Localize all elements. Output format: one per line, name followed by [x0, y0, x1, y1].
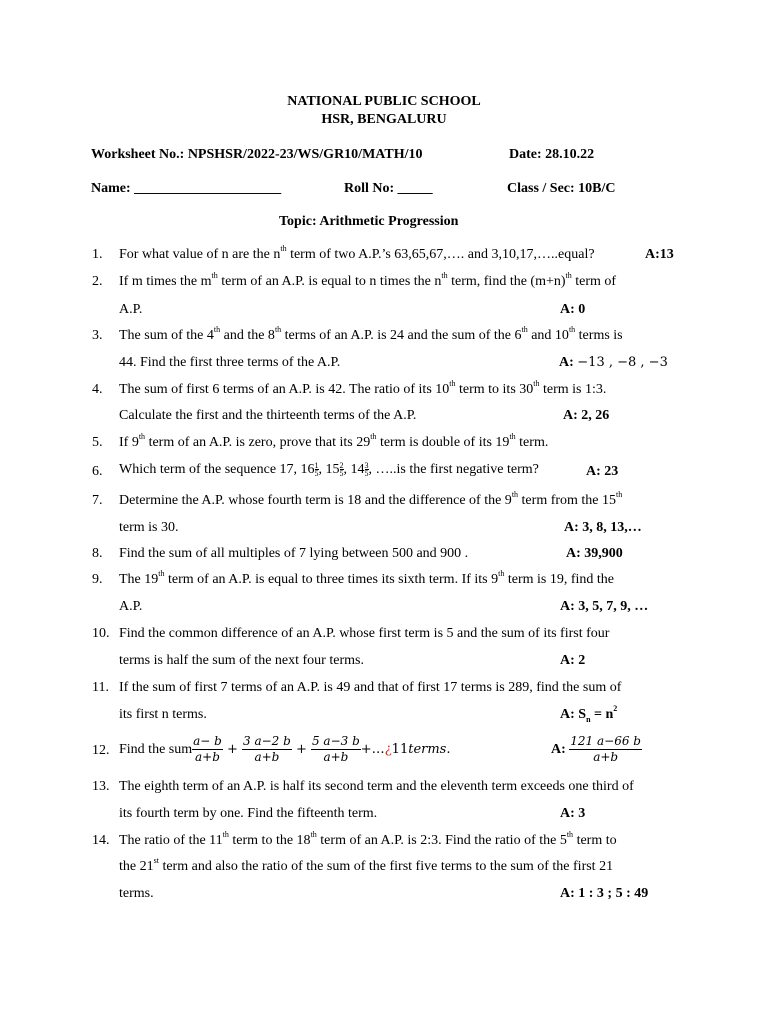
question-number: 14. — [92, 833, 110, 848]
question-number: 11. — [92, 680, 109, 695]
fraction: $\frac{5 a-3 b}{a+b}$ — [311, 734, 360, 765]
worksheet-date: Date: 28.10.22 — [509, 147, 595, 162]
question-text-line-2: its fourth term by one. Find the fifteenth term. — [119, 806, 378, 821]
fraction: $\frac{a- b}{a+b}$ — [193, 734, 222, 765]
question-number: 13. — [92, 779, 110, 794]
question-text-line-2: Calculate the first and the thirteenth terms of the A.P. — [119, 408, 417, 423]
question-number: 7. — [92, 493, 103, 508]
question-number: 12. — [92, 743, 110, 758]
school-name: NATIONAL PUBLIC SCHOOL — [287, 94, 481, 109]
class-section: Class / Sec: 10B/C — [507, 181, 616, 196]
student-name-field: Name: _____________________ — [91, 181, 282, 196]
question-text: Find the sum $\frac{a- b}{a+b}$ + $\frac{3 a-2 b}{a+b}$ + $\frac{5 a-3 b}{a+b}$ +…¿11terms. — [119, 734, 451, 765]
question-number: 2. — [92, 274, 103, 289]
question-text-line-2: A.P. — [119, 599, 143, 614]
mixed-fraction: $\frac{3}{5}$ — [364, 461, 369, 479]
question-number: 6. — [92, 464, 103, 479]
question-text: The ratio of the 11th term to the 18th term of an A.P. is 2:3. Find the ratio of the 5th term to — [119, 830, 617, 848]
answer: A:13 — [645, 247, 674, 262]
question-text: The sum of first 6 terms of an A.P. is 42. The ratio of its 10th term to its 30th term is 1:3. — [119, 379, 607, 397]
question-text-line-2: 44. Find the first three terms of the A.P. — [119, 355, 341, 370]
answer: A: $S_n = n^2$ — [560, 704, 618, 724]
question-text: Find the common difference of an A.P. whose first term is 5 and the sum of its first four — [119, 626, 610, 641]
question-text: Which term of the sequence 17, 16 $\frac{1}{5}$, 15 $\frac{2}{5}$, 14 $\frac{3}{5}$, …..is the first negative term? — [119, 461, 539, 479]
fraction: $\frac{3 a-2 b}{a+b}$ — [243, 734, 291, 765]
question-text-line-2: terms is half the sum of the next four terms. — [119, 653, 364, 668]
question-text: For what value of n are the $n^{th}$ term of two A.P.’s 63,65,67,…. and 3,10,17,…..equal? — [119, 244, 595, 262]
question-text-line-2: its first n terms. — [119, 707, 207, 722]
question-text: Find the sum of all multiples of 7 lying between 500 and 900 . — [119, 546, 469, 561]
question-text: If the sum of first 7 terms of an A.P. is 49 and that of first 17 terms is 289, find the sum of — [119, 680, 622, 695]
answer: A: 23 — [586, 464, 619, 479]
answer: A: 2 — [560, 653, 586, 668]
question-text: The 19th term of an A.P. is equal to three times its sixth term. If its 9th term is 19, find the — [119, 569, 615, 587]
question-text: If 9th term of an A.P. is zero, prove that its 29th term is double of its 19th term. — [119, 432, 549, 450]
question-number: 5. — [92, 435, 103, 450]
mixed-fraction: $\frac{1}{5}$ — [314, 461, 319, 479]
answer: A: 1 : 3 ; 5 : 49 — [560, 886, 649, 901]
question-text-line-3: terms. — [119, 886, 154, 901]
question-number: 3. — [92, 328, 103, 343]
question-number: 1. — [92, 247, 103, 262]
answer: A: 2, 26 — [563, 408, 610, 423]
answer: A: 0 — [560, 302, 586, 317]
answer: A: $\frac{121 a-66 b}{a+b}$ — [551, 734, 641, 765]
mixed-fraction: $\frac{2}{5}$ — [339, 461, 344, 479]
question-number: 4. — [92, 382, 103, 397]
answer: A: −13 , −8 , −3 — [559, 355, 668, 370]
answer: A: 3, 5, 7, 9, … — [560, 599, 649, 614]
question-text-line-2: term is 30. — [119, 520, 179, 535]
topic-heading: Topic: Arithmetic Progression — [279, 214, 459, 229]
answer: A: 3, 8, 13,… — [564, 520, 642, 535]
answer: A: 3 — [560, 806, 586, 821]
answer-fraction: $\frac{121 a-66 b}{a+b}$ — [570, 734, 641, 765]
question-number: 9. — [92, 572, 103, 587]
question-text-line-2: A.P. — [119, 302, 143, 317]
question-number: 8. — [92, 546, 103, 561]
question-text-line-2: the 21st term and also the ratio of the sum of the first five terms to the sum of the first 21 — [119, 856, 614, 874]
question-text: Determine the A.P. whose fourth term is 18 and the difference of the 9th term from the 15th — [119, 490, 623, 508]
question-text: The sum of the 4th and the 8th terms of an A.P. is 24 and the sum of the 6th and 10th terms is — [119, 325, 623, 343]
worksheet-number: Worksheet No.: NPSHSR/2022-23/WS/GR10/MATH/10 — [91, 147, 423, 162]
question-text: The eighth term of an A.P. is half its second term and the eleventh term exceeds one third of — [119, 779, 634, 794]
school-location: HSR, BENGALURU — [321, 112, 447, 127]
answer: A: 39,900 — [566, 546, 623, 561]
question-text: If m times the $m^{th}$ term of an A.P. is equal to n times the $n^{th}$ term, find the $(m+n)^{th}$ term of — [119, 271, 617, 289]
roll-number-field: Roll No: _____ — [344, 181, 433, 196]
question-number: 10. — [92, 626, 110, 641]
